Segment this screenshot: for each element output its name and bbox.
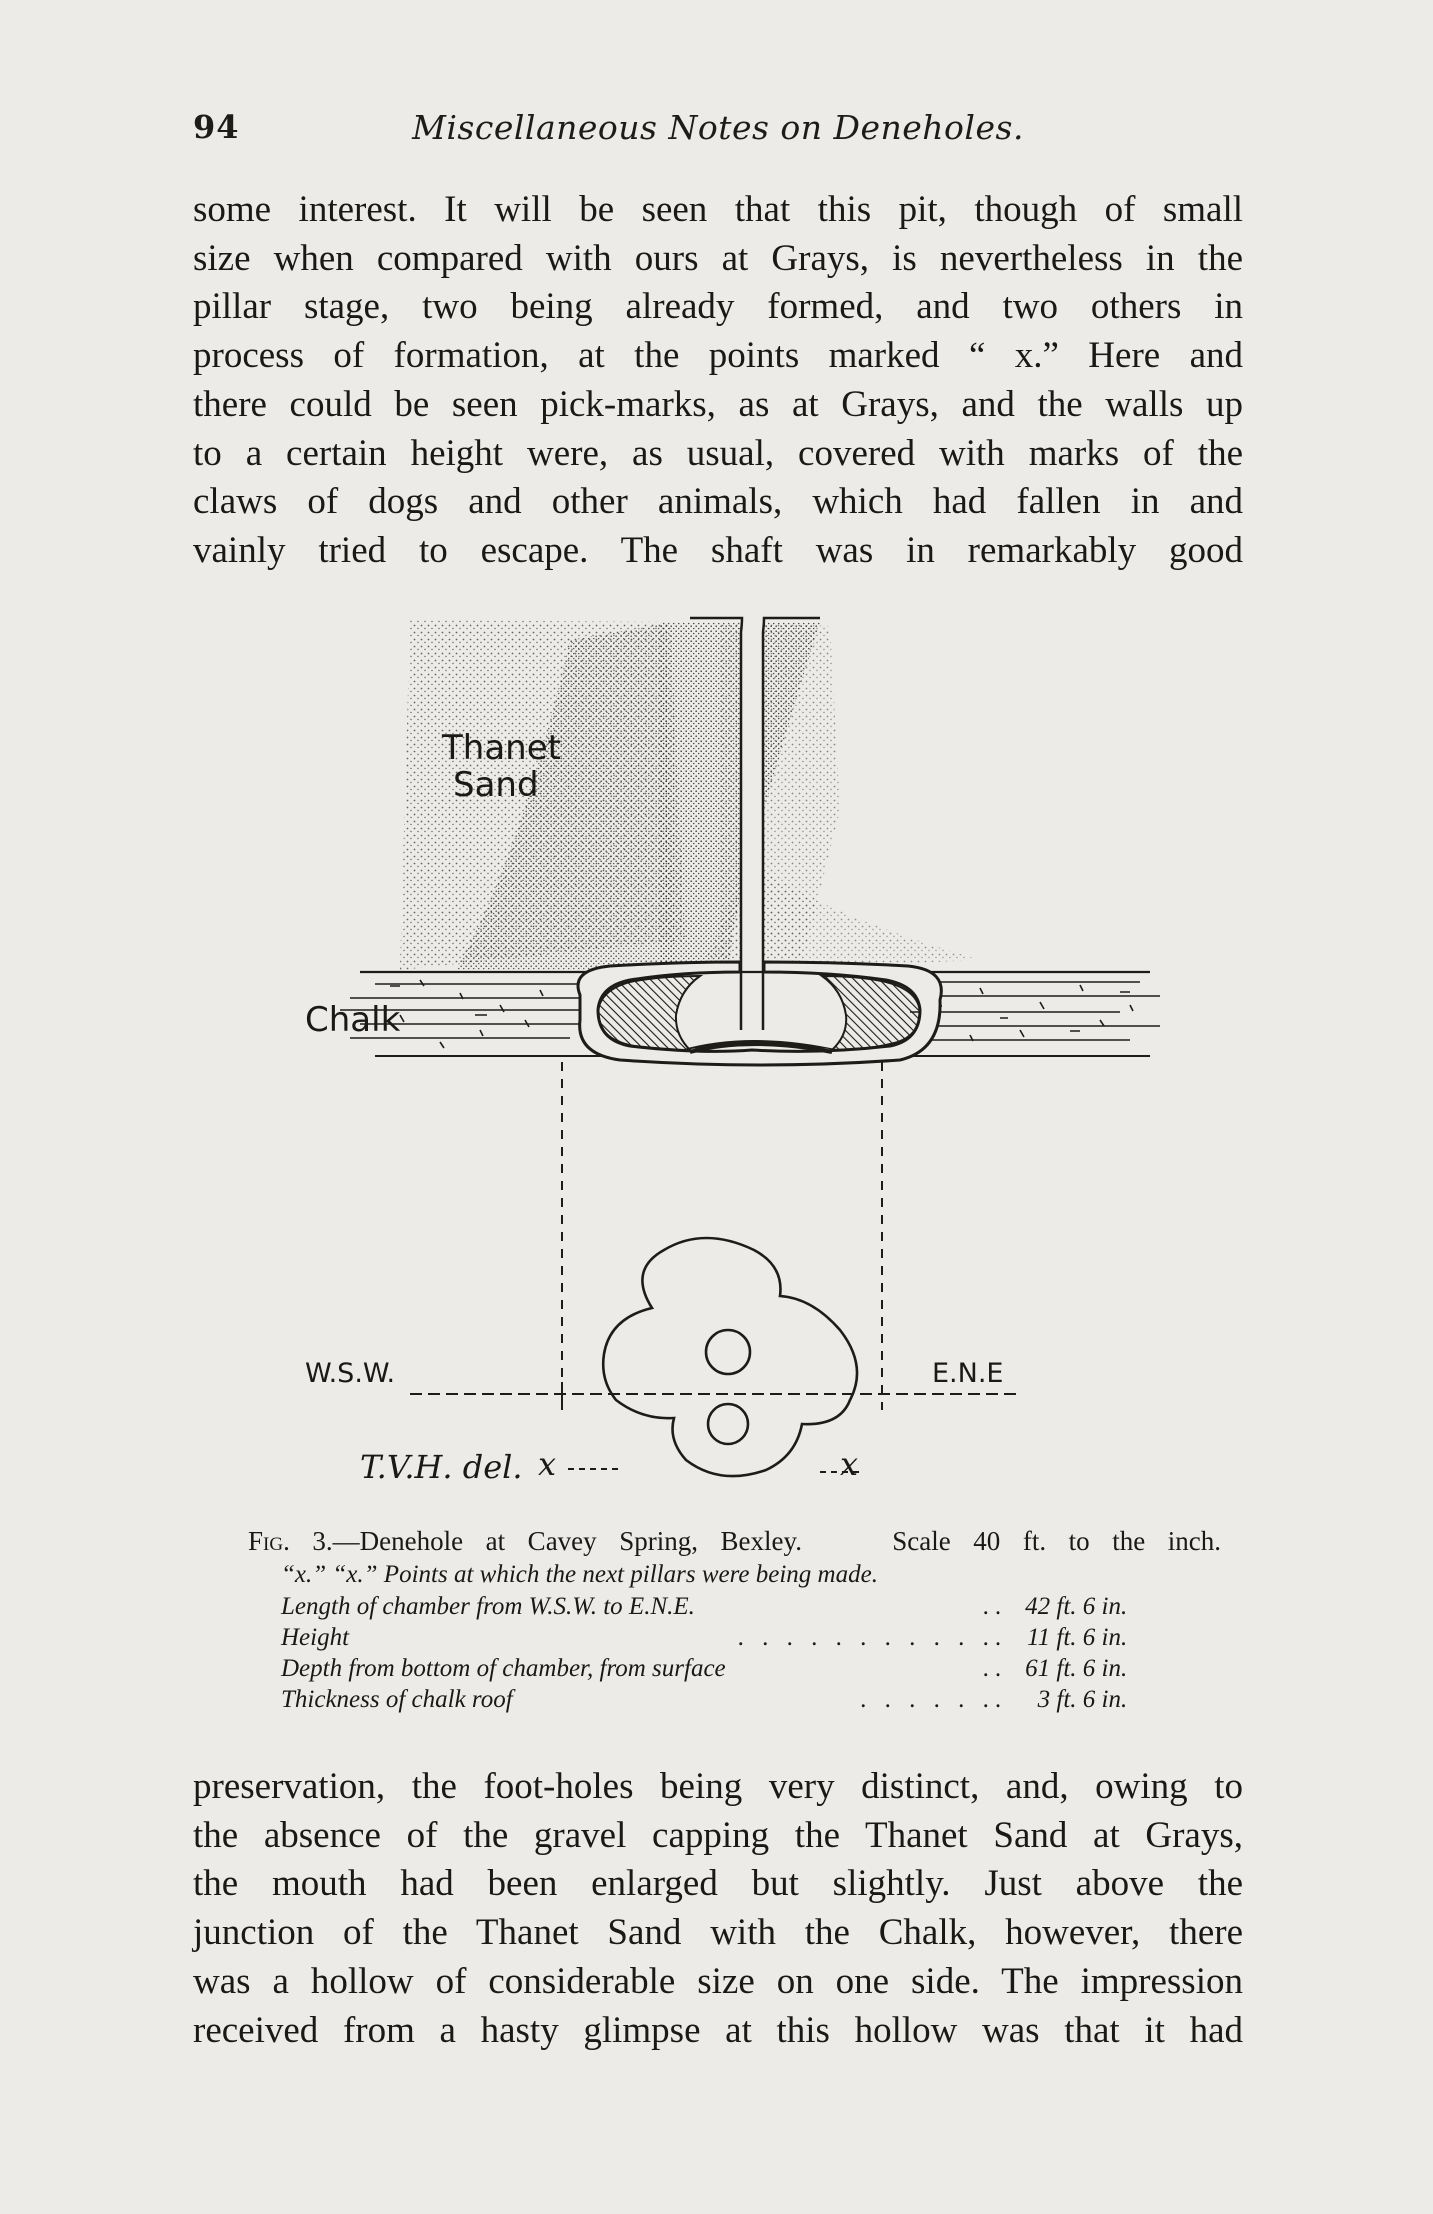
measurement-label: Length of chamber from W.S.W. to E.N.E. bbox=[281, 1593, 695, 1620]
text-line: preservation, the foot-holes being very distinct, and, owing to bbox=[193, 1766, 1243, 1807]
text-line: some interest. It will be seen that this pit, though of small bbox=[193, 189, 1243, 230]
page-number: 94 bbox=[193, 108, 240, 146]
measurements-table bbox=[281, 1591, 1127, 1715]
text-line: to a certain height were, as usual, covered with marks of the bbox=[193, 432, 1243, 474]
text-line: pillar stage, two being already formed, and two others in bbox=[193, 286, 1243, 328]
text-line: process of formation, at the points marked “ x.” Here and bbox=[193, 335, 1243, 377]
measurement-row bbox=[281, 1622, 1127, 1653]
thanet-sand-label-line1: Thanet bbox=[442, 728, 561, 768]
text-line: was a hollow of considerable size on one side. The impression bbox=[193, 1960, 1243, 2002]
leader-dots: .. bbox=[982, 1593, 1008, 1620]
caption-title-text: —Denehole at Cavey Spring, Bexley. bbox=[332, 1526, 803, 1556]
measurement-label: Height bbox=[281, 1624, 350, 1651]
measurement-row bbox=[281, 1684, 1127, 1715]
measurement-label: Depth from bottom of chamber, from surface bbox=[281, 1655, 726, 1682]
running-head bbox=[193, 108, 1243, 158]
projection-lines bbox=[562, 1062, 882, 1410]
leader-dots: . . . . . .. bbox=[860, 1686, 1008, 1713]
point-x-right: x bbox=[840, 1445, 859, 1483]
text-line: received from a hasty glimpse at this hollow was that it had bbox=[193, 2009, 1243, 2051]
denehole-section-drawing bbox=[280, 610, 1240, 1495]
caption-scale: Scale 40 ft. to the inch. bbox=[892, 1526, 1221, 1556]
leader-dots: .. bbox=[982, 1655, 1008, 1682]
caption-title bbox=[193, 1523, 1243, 1559]
text-line: there could be seen pick-marks, as at Grays, and the walls up bbox=[193, 383, 1243, 425]
section-axis bbox=[410, 1382, 1020, 1406]
text-line: junction of the Thanet Sand with the Chalk, however, there bbox=[193, 1912, 1243, 1954]
ene-label: E.N.E bbox=[932, 1358, 1004, 1389]
body-paragraph-top bbox=[193, 186, 1243, 576]
leader-dots: . . . . . . . . . . .. bbox=[737, 1624, 1008, 1651]
wsw-label: W.S.W. bbox=[305, 1358, 396, 1389]
measurement-value: 3 ft. 6 in. bbox=[1037, 1686, 1128, 1713]
artist-credit: T.V.H. del. bbox=[360, 1448, 523, 1486]
denehole-figure bbox=[280, 610, 1240, 1495]
measurement-value: 42 ft. 6 in. bbox=[1025, 1593, 1128, 1620]
measurement-value: 61 ft. 6 in. bbox=[1025, 1655, 1128, 1682]
chalk-label: Chalk bbox=[305, 1000, 401, 1040]
body-paragraph-bottom bbox=[193, 1763, 1243, 2055]
text-line: claws of dogs and other animals, which had fallen in and bbox=[193, 481, 1243, 523]
thanet-sand-label-line2: Sand bbox=[453, 765, 539, 805]
figure-number: Fig. 3. bbox=[248, 1526, 333, 1556]
measurement-row bbox=[281, 1591, 1127, 1622]
caption-note: “x.” “x.” Points at which the next pillars were being made. bbox=[281, 1561, 878, 1588]
point-x-left: x bbox=[538, 1445, 557, 1483]
figure-caption bbox=[193, 1523, 1243, 1715]
running-title: Miscellaneous Notes on Deneholes. bbox=[412, 108, 1024, 147]
text-line: vainly tried to escape. The shaft was in remarkably good bbox=[193, 529, 1243, 571]
text-line: the mouth had been enlarged but slightly. Just above the bbox=[193, 1863, 1243, 1905]
text-line: the absence of the gravel capping the Thanet Sand at Grays, bbox=[193, 1814, 1243, 1856]
point-x-leaders bbox=[568, 1469, 860, 1472]
measurement-label: Thickness of chalk roof bbox=[281, 1686, 513, 1713]
chamber-plan bbox=[603, 1238, 857, 1476]
measurement-value: 11 ft. 6 in. bbox=[1027, 1624, 1128, 1651]
measurement-row bbox=[281, 1653, 1127, 1684]
text-line: size when compared with ours at Grays, is nevertheless in the bbox=[193, 237, 1243, 279]
